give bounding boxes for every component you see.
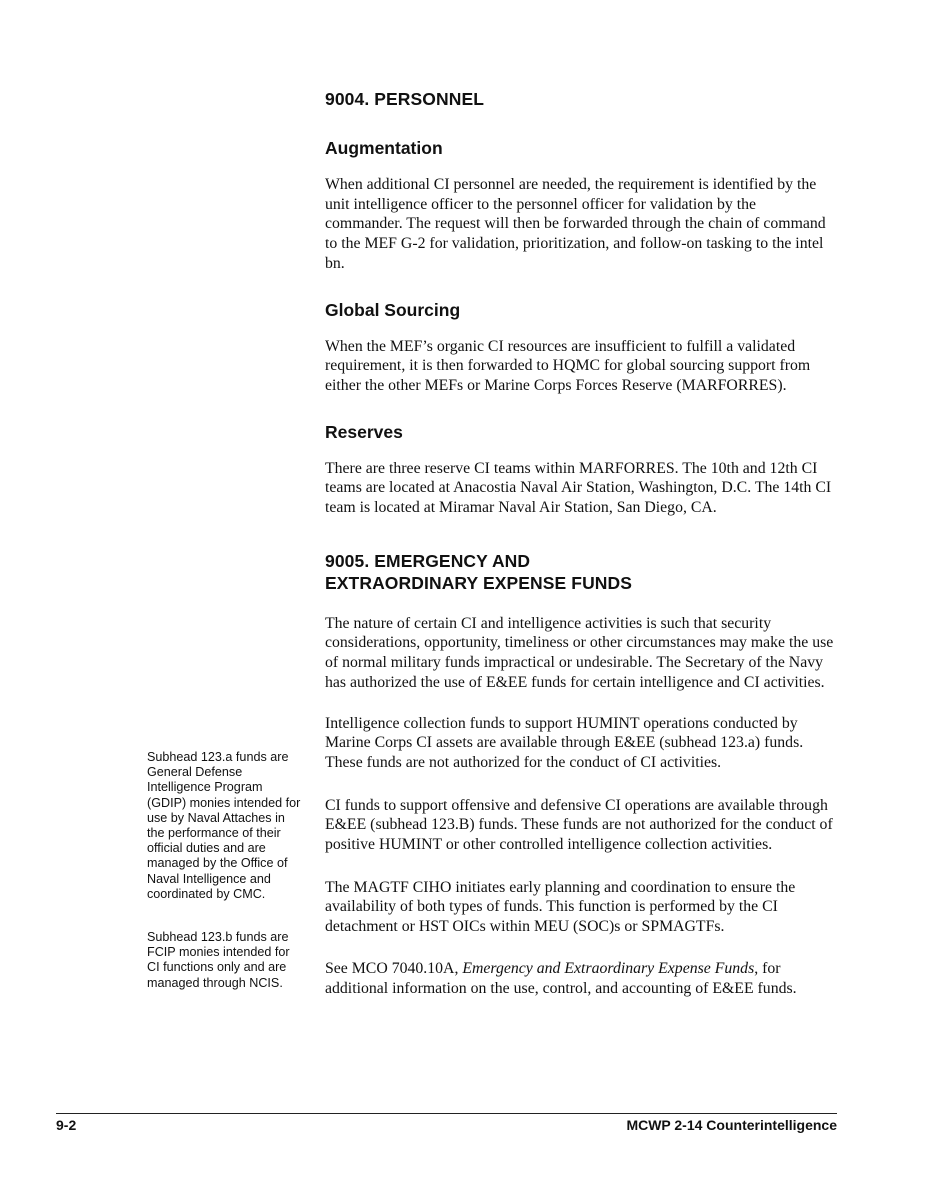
section-9004-title: 9004. PERSONNEL xyxy=(325,89,485,109)
ee-funds-paragraph-1: The nature of certain CI and intelligence activities is such that security considerations, opportunity, timeliness or other circumstances may make the use of normal military funds impractical or undesirable. The Secretary of the Navy has authorized the use of E&EE funds for certain intelligence and CI activities. xyxy=(325,614,834,691)
mco-reference-prefix: See MCO 7040.10A, xyxy=(325,959,463,977)
global-sourcing-paragraph: When the MEF’s organic CI resources are insufficient to fulfill a validated requirement, it is then forwarded to HQMC for global sourcing support from either the other MEFs or Marine Corps Forces Reserve (MARFORRES). xyxy=(325,337,811,394)
ee-funds-paragraph-4: The MAGTF CIHO initiates early planning and coordination to ensure the availability of both types of funds. This function is performed by the CI detachment or HST OICs within MEU (SOC)s or SPMAGTFs. xyxy=(325,878,796,936)
ee-funds-paragraph-3: CI funds to support offensive and defensive CI operations are available through E&EE (subhead 123.B) funds. These funds are not authorized for the conduct of positive HUMINT or other controlled intelligence collection activities. xyxy=(325,796,833,854)
page-number: 9-2 xyxy=(56,1117,77,1133)
section-9005-title-line2: EXTRAORDINARY EXPENSE FUNDS xyxy=(325,572,633,593)
ee-funds-paragraph-2: Intelligence collection funds to support HUMINT operations conducted by Marine Corps CI assets are available through E&EE (subhead 123.a) funds. These funds are not authorized for the conduct of CI activities. xyxy=(325,714,804,771)
mco-reference-title: Emergency and Extraordinary Expense Funds xyxy=(462,959,755,977)
global-sourcing-heading: Global Sourcing xyxy=(325,299,461,320)
sidenote-subhead-123a: Subhead 123.a funds are General Defense Intelligence Program (GDIP) monies intended for use by Naval Attaches in the performance of their official duties and are managed by the Office of Naval Intelligence and coordinated by CMC. xyxy=(147,750,301,901)
ee-funds-paragraph-5 xyxy=(325,959,837,998)
mco-reference-suffix: , for additional information on the use, control, and accounting of E&EE funds. xyxy=(325,959,797,997)
main-column xyxy=(325,84,837,998)
augmentation-paragraph: When additional CI personnel are needed, the requirement is identified by the unit intelligence officer to the personnel officer for validation by the commander. The request will then be forwarded through the chain of command to the MEF G-2 for validation, prioritization, and follow-on tasking to the intel bn. xyxy=(325,176,826,272)
publication-title: MCWP 2-14 Counterintelligence xyxy=(626,1117,837,1133)
sidenote-subhead-123b: Subhead 123.b funds are FCIP monies intended for CI functions only and are managed through NCIS. xyxy=(147,930,290,990)
reserves-paragraph: There are three reserve CI teams within MARFORRES. The 10th and 12th CI teams are located at Anacostia Naval Air Station, Washington, D.C. The 14th CI team is located at Miramar Naval Air Station, San Diego, CA. xyxy=(325,459,832,517)
section-9005-title-line1: 9005. EMERGENCY AND xyxy=(325,550,531,571)
footer-divider xyxy=(56,1113,837,1114)
augmentation-heading: Augmentation xyxy=(325,138,443,158)
reserves-heading: Reserves xyxy=(325,421,403,442)
